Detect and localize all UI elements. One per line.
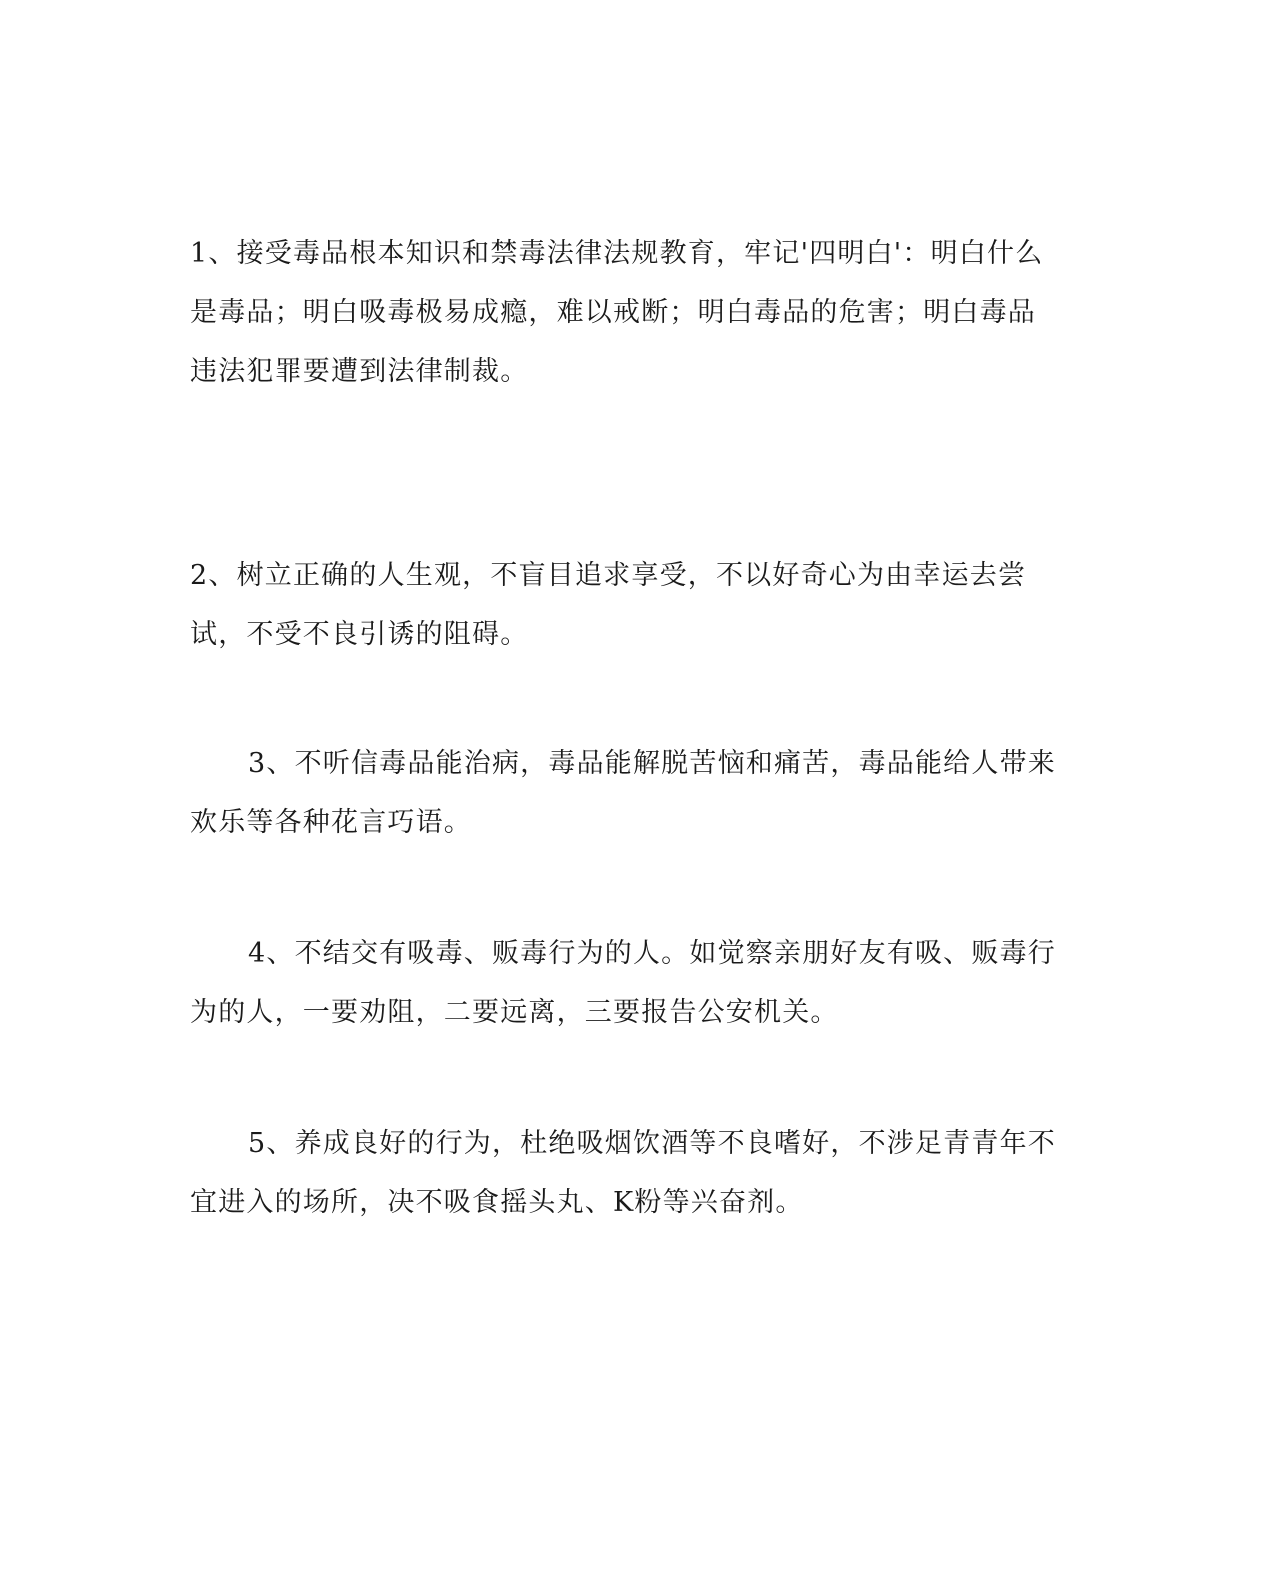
paragraph-3: 3、不听信毒品能治病，毒品能解脱苦恼和痛苦，毒品能给人带来欢乐等各种花言巧语。 <box>190 748 1056 838</box>
paragraph-5: 5、养成良好的行为，杜绝吸烟饮酒等不良嗜好，不涉足青青年不宜进入的场所，决不吸食摇头丸、K粉等兴奋剂。 <box>190 1128 1056 1218</box>
paragraph-4: 4、不结交有吸毒、贩毒行为的人。如觉察亲朋好友有吸、贩毒行为的人，一要劝阻，二要远离，三要报告公安机关。 <box>190 938 1056 1028</box>
paragraph-1: 1、接受毒品根本知识和禁毒法律法规教育，牢记'四明白'：明白什么是毒品；明白吸毒极易成瘾，难以戒断；明白毒品的危害；明白毒品违法犯罪要遭到法律制裁。 <box>190 238 1044 387</box>
paragraph-2: 2、树立正确的人生观，不盲目追求享受，不以好奇心为由幸运去尝试，不受不良引诱的阻碍。 <box>190 560 1027 650</box>
